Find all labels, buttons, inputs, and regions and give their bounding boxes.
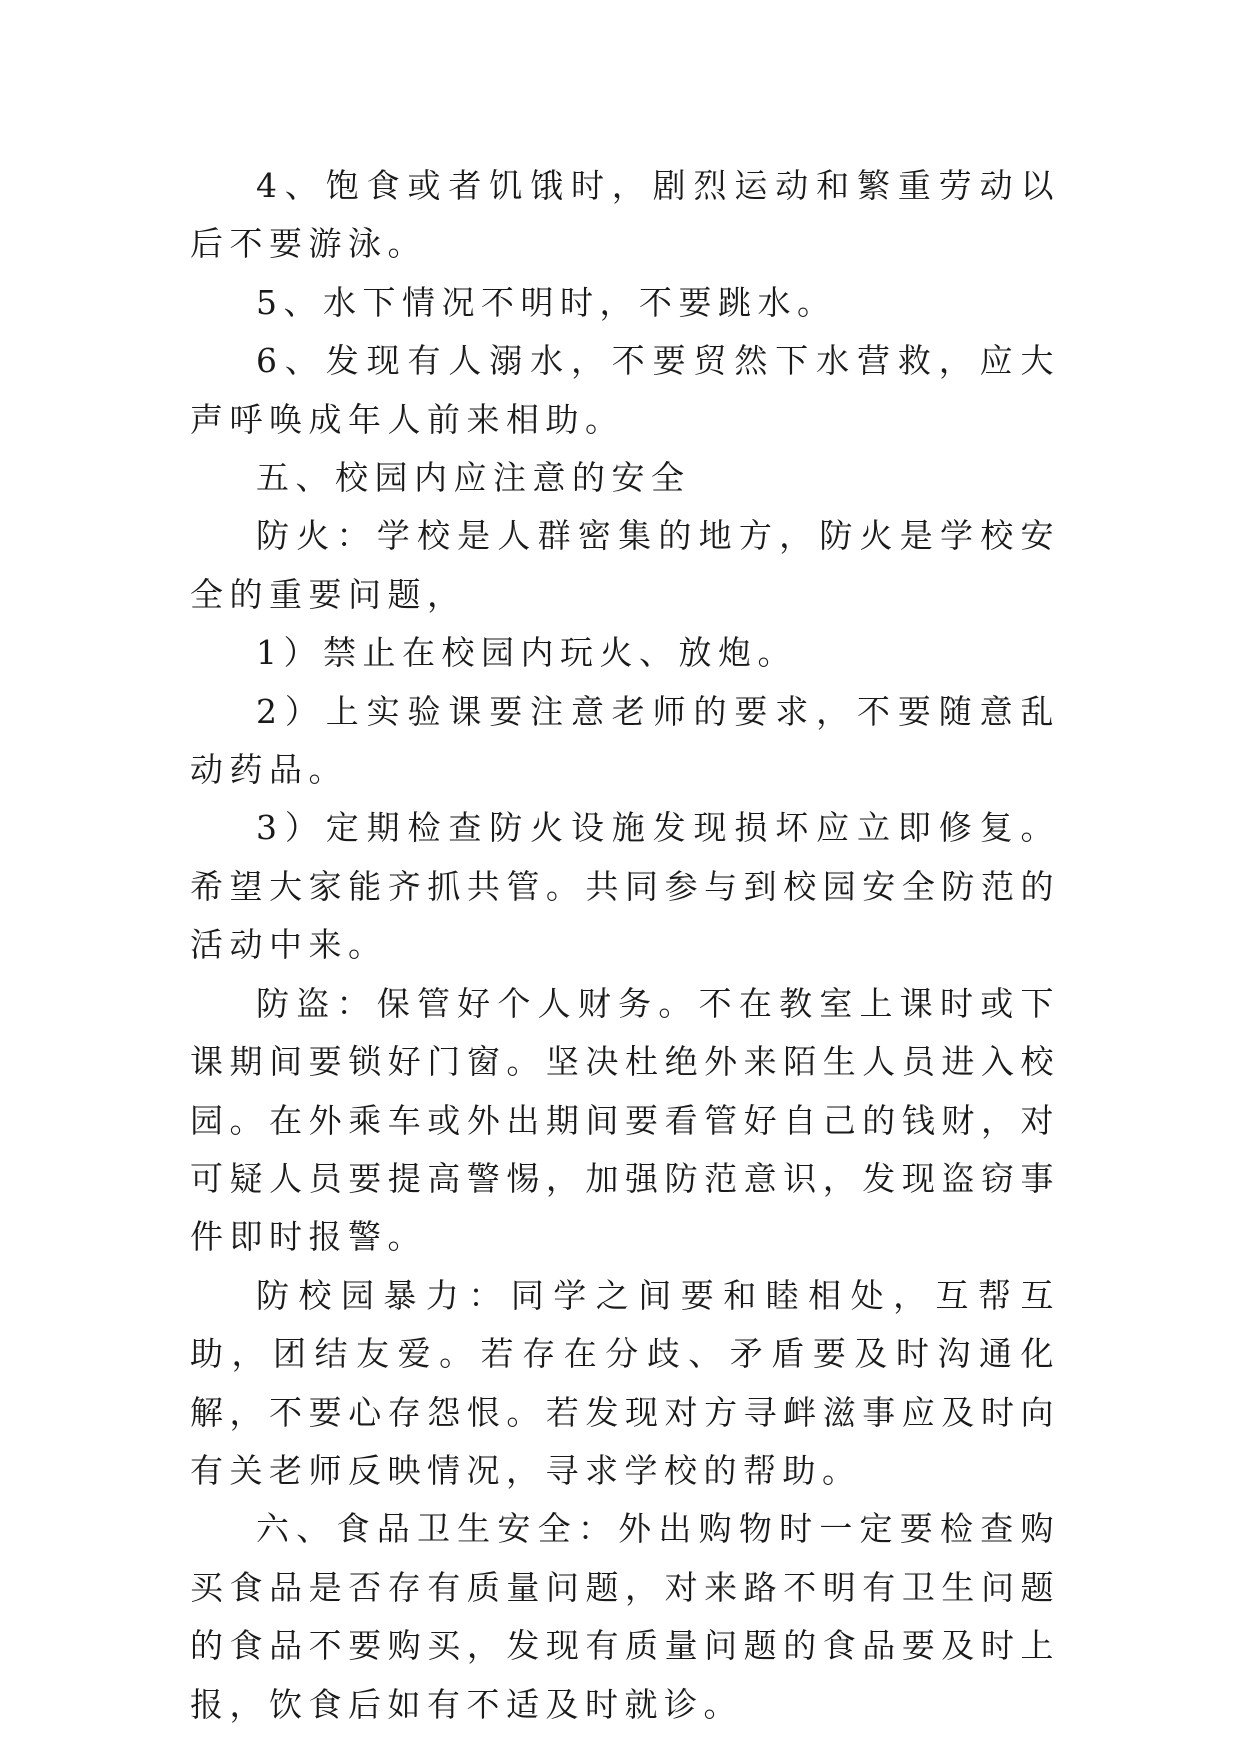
paragraph-fire-item-2: 2）上实验课要注意老师的要求，不要随意乱动药品。 (190, 691, 1060, 790)
paragraph-swimming-item-6: 6、发现有人溺水，不要贸然下水营救，应大声呼唤成年人前来相助。 (190, 341, 1060, 439)
paragraph-theft-prevention: 防盗：保管好个人财务。不在教室上课时或下课期间要锁好门窗。坚决杜绝外来陌生人员进入校园。在外乘车或外出期间要看管好自己的钱财，对可疑人员要提高警惕，加强防范意识，发现盗窃事件即时报警。 (190, 983, 1060, 1257)
paragraph-fire-prevention: 防火：学校是人群密集的地方，防火是学校安全的重要问题， (190, 516, 1060, 614)
paragraph-fire-item-3: 3）定期检查防火设施发现损坏应立即修复。希望大家能齐抓共管。共同参与到校园安全防范的活动中来。 (190, 808, 1060, 965)
paragraph-campus-violence: 防校园暴力：同学之间要和睦相处，互帮互助，团结友爱。若存在分歧、矛盾要及时沟通化解，不要心存怨恨。若发现对方寻衅滋事应及时向有关老师反映情况，寻求学校的帮助。 (190, 1275, 1060, 1490)
paragraph-food-safety: 六、食品卫生安全：外出购物时一定要检查购买食品是否存有质量问题，对来路不明有卫生问题的食品不要购买，发现有质量问题的食品要及时上报，饮食后如有不适及时就诊。 (190, 1509, 1060, 1724)
document-body (190, 157, 1060, 1734)
section-heading-campus-safety: 五、校园内应注意的安全 (256, 458, 691, 498)
paragraph-swimming-item-5: 5、水下情况不明时，不要跳水。 (256, 282, 837, 322)
paragraph-fire-item-1: 1）禁止在校园内玩火、放炮。 (256, 633, 797, 673)
paragraph-swimming-item-4: 4、饱食或者饥饿时，剧烈运动和繁重劳动以后不要游泳。 (190, 166, 1060, 264)
